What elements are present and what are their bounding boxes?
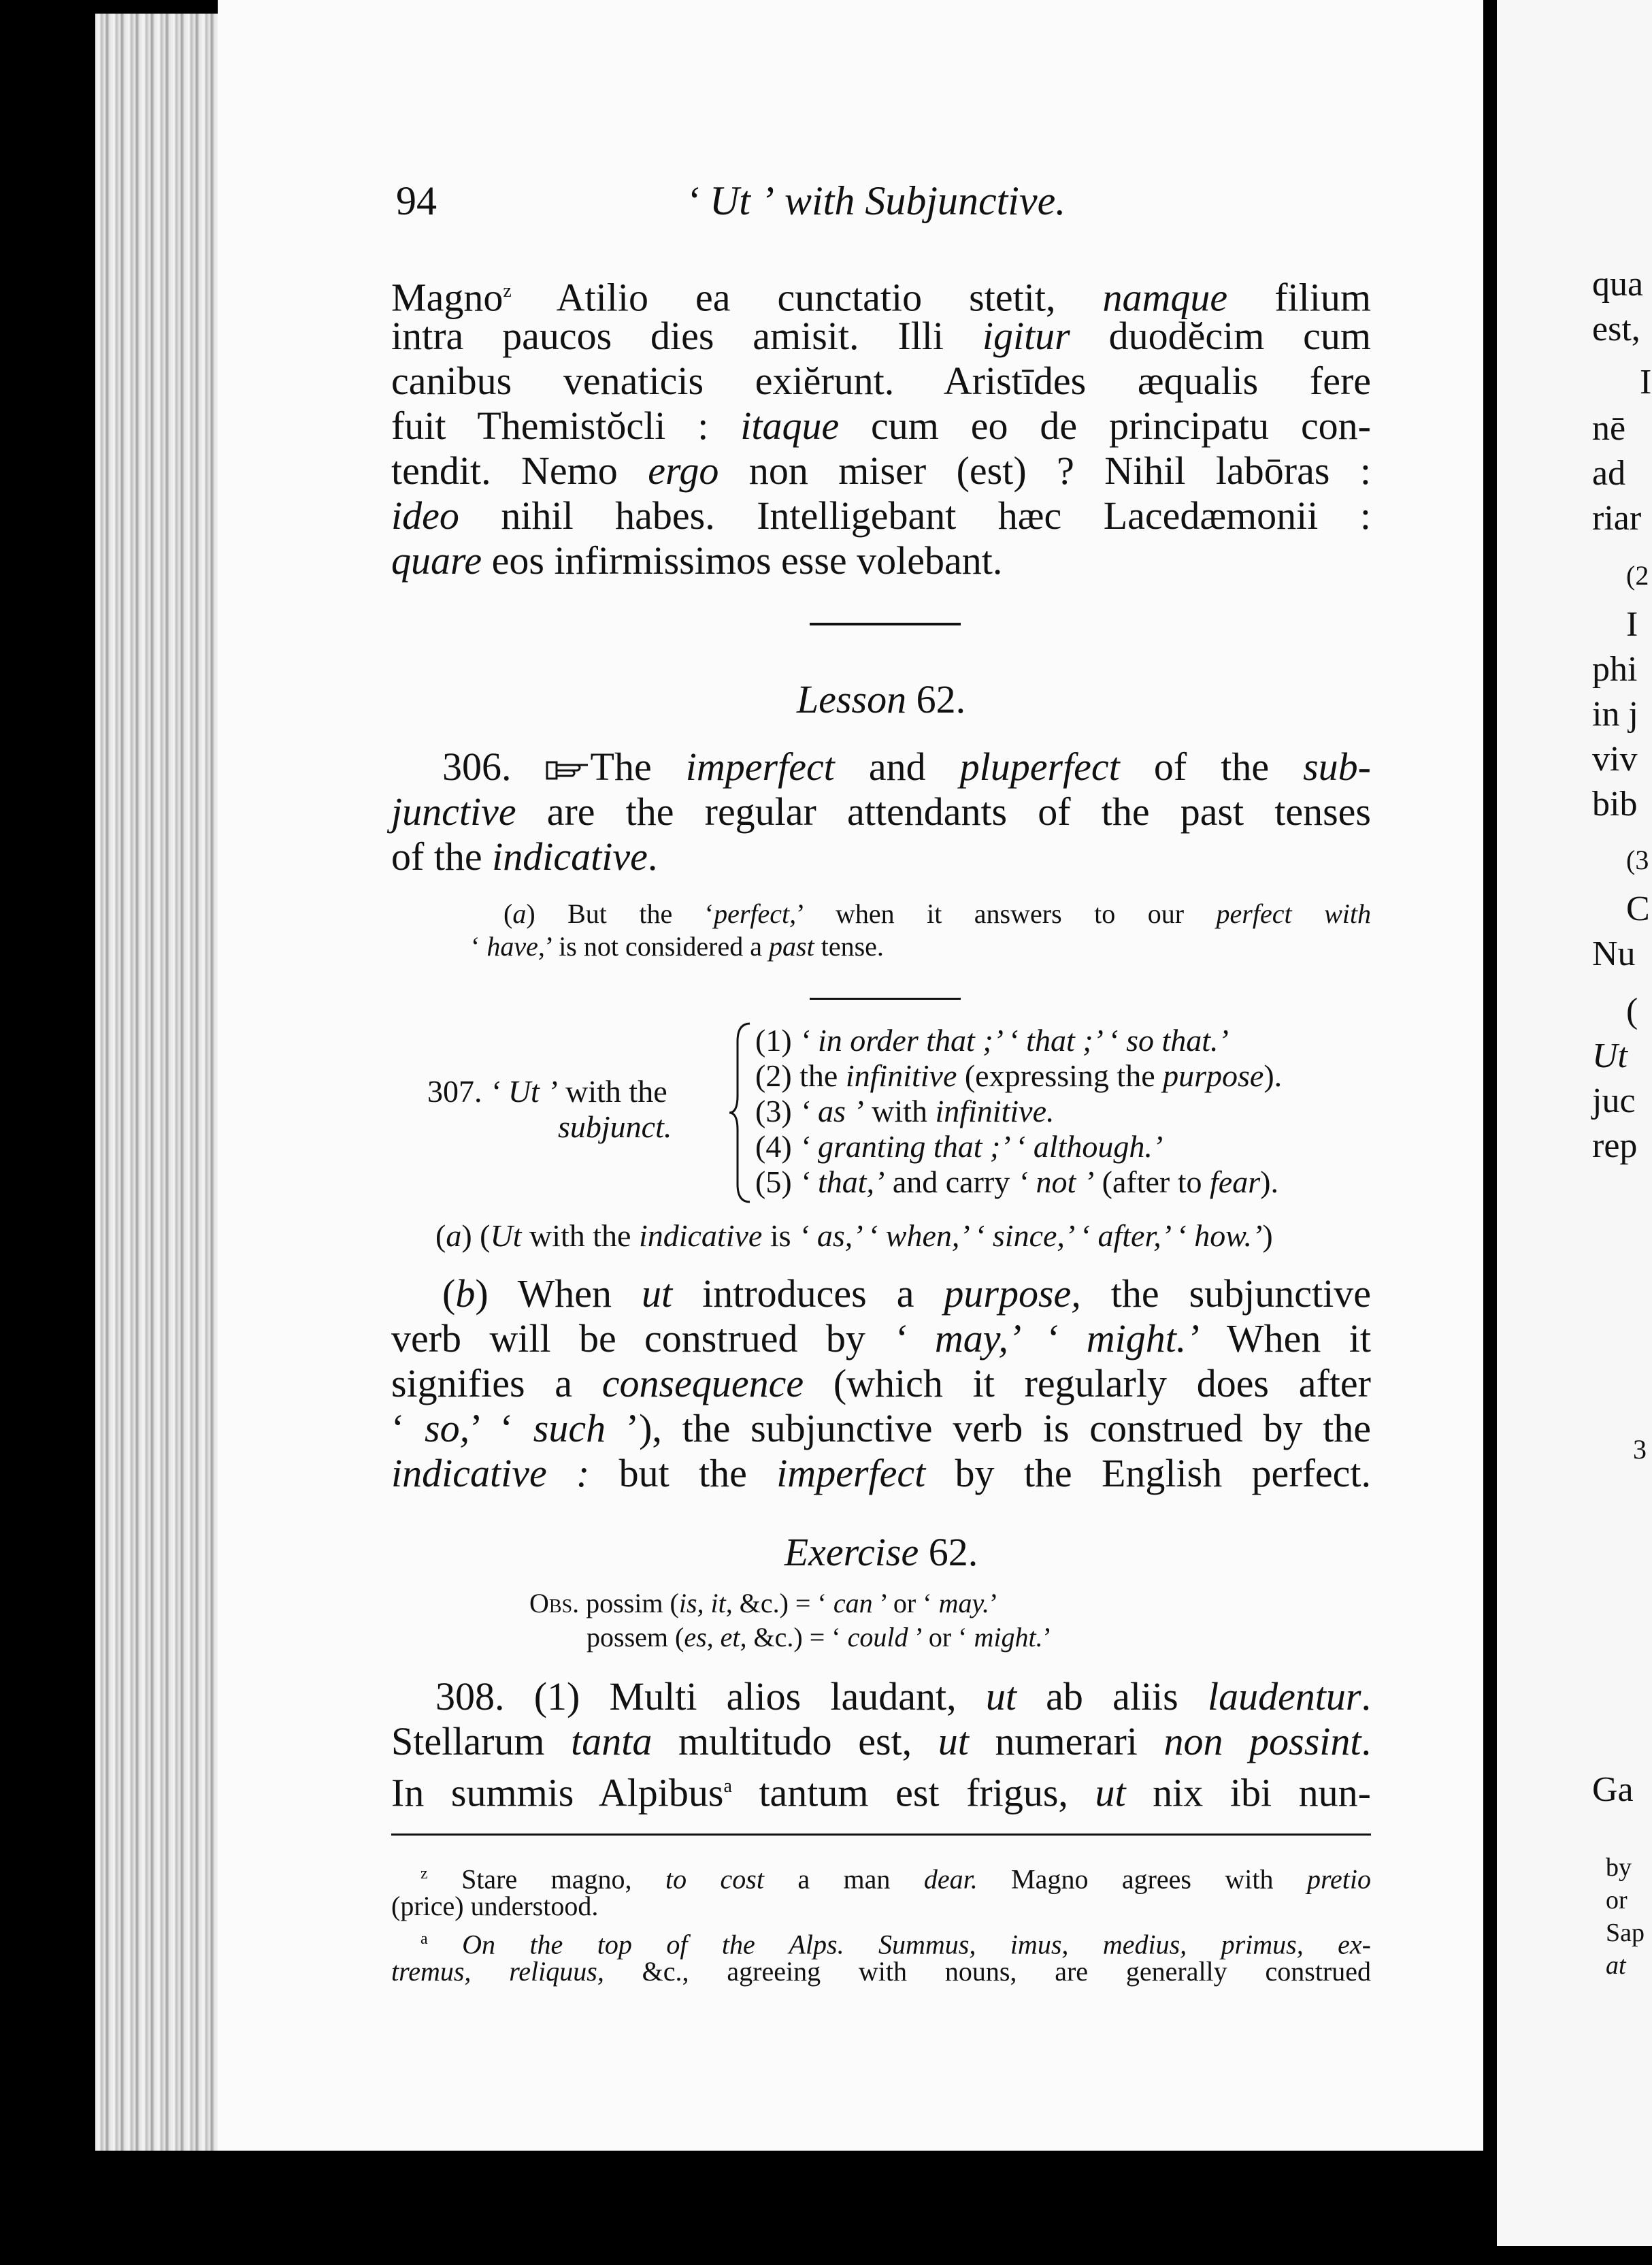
fragment-line: qua (1592, 265, 1644, 304)
lesson-heading: Lesson 62. (796, 677, 966, 721)
fragment-line: nē (1592, 409, 1626, 448)
paragraph-line: Stellarum tanta multitudo est, ut numerari non possint. (391, 1719, 1372, 1763)
fragment-line: Nu (1592, 934, 1636, 973)
note-line: (a) But the ‘perfect,’ when it answers to our perfect with (503, 898, 1371, 929)
top-paragraph-line: intra paucos dies amisit. Illi igitur duodĕcim cum (391, 314, 1371, 358)
p307-item: (3) ‘ as ’ with infinitive. (755, 1094, 1055, 1128)
page-number: 94 (396, 178, 437, 223)
curly-brace-icon (727, 1021, 754, 1205)
fragment-line: I (1626, 605, 1638, 644)
top-paragraph-line: fuit Themistŏcli : itaque cum eo de principatu con- (391, 404, 1371, 448)
paragraph-line: verb will be construed by ‘ may,’ ‘ might.’ When it (391, 1316, 1371, 1360)
fragment-line: in j (1592, 695, 1638, 734)
footnote-rule (391, 1834, 1371, 1836)
p307-item: (5) ‘ that,’ and carry ‘ not ’ (after to fear). (755, 1164, 1278, 1199)
page-edge-stack (95, 14, 218, 2151)
section-divider (810, 623, 961, 625)
exercise-heading: Exercise 62. (784, 1530, 978, 1574)
fragment-line: rep (1592, 1126, 1638, 1165)
facing-page-fragment (1497, 0, 1652, 2246)
top-paragraph-line: ideo nihil habes. Intelligebant hæc Lacedæmonii : (391, 493, 1371, 538)
fragment-line: C (1626, 890, 1650, 928)
obs-line: Obs. possim (is, it, &c.) = ‘ can ’ or ‘ may.’ (529, 1588, 999, 1618)
top-paragraph-line: tendit. Nemo ergo non miser (est) ? Nihil labōras : (391, 449, 1371, 493)
paragraph-line: ‘ so,’ ‘ such ’), the subjunctive verb is construed by the (391, 1406, 1371, 1450)
fragment-line: Ga (1592, 1770, 1634, 1809)
paragraph-line: In summis Alpibus$^a$ tantum est frigus, ut nix ibi nun- (391, 1770, 1371, 1815)
top-paragraph-line: Magno$^z$ Atilio ea cunctatio stetit, namque filium (391, 275, 1371, 320)
p307-subjunct: subjunct. (558, 1109, 672, 1144)
fragment-line: Sap (1606, 1919, 1645, 1947)
fragment-line: at (1606, 1951, 1626, 1980)
section-divider (810, 998, 961, 1000)
fragment-line: ( (1626, 992, 1638, 1030)
paragraph-line: of the indicative. (391, 834, 658, 879)
p307-lead: 307. ‘ Ut ’ with the (427, 1074, 667, 1109)
footnote-line: tremus, reliquus, &c., agreeing with nouns, are generally construed (391, 1956, 1372, 1987)
fragment-line: phi (1592, 650, 1638, 689)
fragment-line: juc (1592, 1081, 1636, 1120)
page-header-title (686, 178, 1065, 223)
pointing-hand-icon (546, 758, 591, 781)
paragraph-line: 306. The imperfect and pluperfect of the sub- (442, 745, 1371, 789)
top-paragraph-line: quare eos infirmissimos esse volebant. (391, 538, 1003, 583)
fragment-line: (2 (1626, 560, 1649, 591)
fragment-line: 3 (1633, 1434, 1647, 1465)
footnote-line: (price) understood. (391, 1891, 599, 1921)
footnote-line: $^z$ Stare magno, to cost a man dear. Magno agrees with pretio (420, 1863, 1372, 1895)
fragment-line: (3 (1626, 845, 1649, 875)
header-ut: ‘ Ut ’ (686, 178, 774, 223)
fragment-line: I (1640, 363, 1652, 402)
p307-item: (1) ‘ in order that ;’ ‘ that ;’ ‘ so that.’ (755, 1023, 1229, 1058)
fragment-line: by (1606, 1853, 1632, 1882)
footnote-line: $^a$ On the top of the Alps. Summus, imus, medius, primus, ex- (420, 1929, 1372, 1960)
paragraph-line: indicative : but the imperfect by the English perfect. (391, 1451, 1371, 1495)
fragment-line: ad (1592, 454, 1626, 493)
p307-note-a: (a) (Ut with the indicative is ‘ as,’ ‘ when,’ ‘ since,’ ‘ after,’ ‘ how.’) (435, 1218, 1273, 1253)
top-paragraph-line: canibus venaticis exiĕrunt. Aristīdes æqualis fere (391, 359, 1371, 403)
fragment-line: riar (1592, 499, 1642, 538)
obs-line: possem (es, et, &c.) = ‘ could ’ or ‘ might.’ (587, 1622, 1052, 1652)
header-title-rest: with Subjunctive. (784, 178, 1066, 223)
fragment-line: Ut (1592, 1037, 1628, 1075)
note-line: ‘ have,’ is not considered a past tense. (471, 931, 884, 962)
p307-item: (2) the infinitive (expressing the purpose). (755, 1058, 1283, 1093)
paragraph-line: (b) When ut introduces a purpose, the subjunctive (442, 1271, 1371, 1316)
fragment-line: viv (1592, 740, 1638, 779)
fragment-line: est, (1592, 310, 1640, 348)
paragraph-line: signifies a consequence (which it regularly does after (391, 1361, 1371, 1405)
p307-item: (4) ‘ granting that ;’ ‘ although.’ (755, 1129, 1163, 1164)
fragment-line: or (1606, 1886, 1628, 1914)
fragment-line: bib (1592, 785, 1638, 824)
paragraph-line: junctive are the regular attendants of the past tenses (391, 789, 1371, 834)
paragraph-line: 308. (1) Multi alios laudant, ut ab aliis laudentur. (435, 1674, 1371, 1718)
